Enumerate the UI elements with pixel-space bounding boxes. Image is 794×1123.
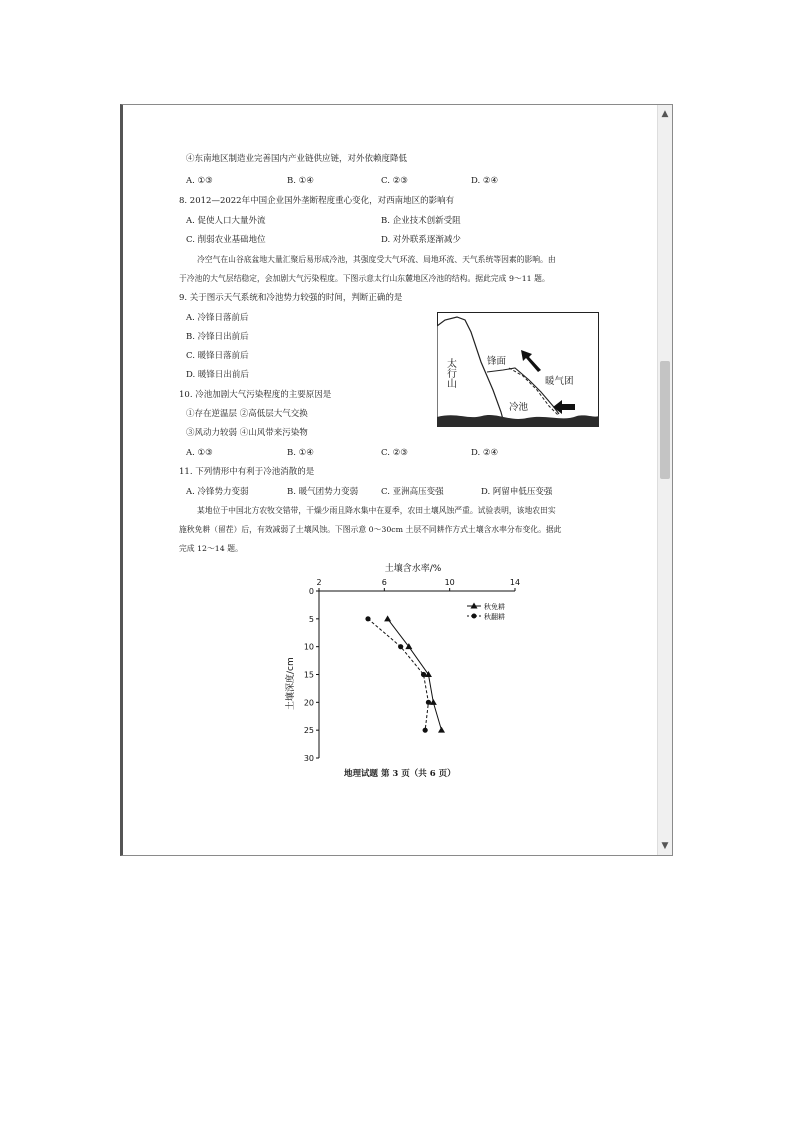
series-line-2 [368, 619, 428, 730]
q11-choice-b: B. 暖气团势力变弱 [287, 487, 359, 497]
q10-choice-d: D. ②④ [471, 448, 499, 458]
passage-2-line-1: 某地位于中国北方农牧交错带，干燥少雨且降水集中在夏季，农田土壤风蚀严重。试验表明，该地农田实 [197, 506, 556, 515]
q10-choice-a: A. ①③ [186, 448, 213, 458]
y-tick-label: 5 [308, 614, 314, 624]
q10-stem: 10. 冷池加剧大气污染程度的主要原因是 [179, 390, 332, 400]
warm-air-mass-label: 暖气团 [545, 376, 574, 387]
q8-choice-d: D. 对外联系逐渐减少 [381, 235, 461, 245]
q10-options-row-1: ①存在逆温层 ②高低层大气交换 [186, 409, 308, 419]
scrollbar-thumb[interactable] [660, 361, 670, 479]
mountain-label: 太行山 [444, 358, 456, 388]
legend-circle-marker [472, 614, 477, 619]
scroll-up-arrow-icon[interactable]: ▲ [661, 109, 669, 119]
q7-option-4: ④东南地区制造业完善国内产业链供应链，对外依赖度降低 [186, 154, 408, 164]
passage-1-line-2: 于冷池的大气层结稳定，会加剧大气污染程度。下图示意太行山东麓地区冷池的结构。据此完成 9～11 题。 [179, 274, 550, 283]
q7-choice-c: C. ②③ [381, 176, 408, 186]
y-tick-label: 20 [303, 698, 314, 708]
series-2-point [423, 728, 428, 733]
x-tick-label: 6 [381, 578, 387, 587]
series-2-point [398, 644, 403, 649]
passage-1-line-1: 冷空气在山谷底盆地大量汇聚后易形成冷池，其强度受大气环流、局地环流、天气系统等因素的影响。由 [197, 255, 556, 264]
y-tick-label: 0 [308, 587, 314, 596]
cold-pool-label: 冷池 [509, 402, 529, 413]
q10-choice-b: B. ①④ [287, 448, 314, 458]
q11-choice-a: A. 冷锋势力变弱 [186, 487, 249, 497]
series-1-point [438, 727, 445, 733]
document-viewer [120, 104, 673, 856]
legend-series-1: 秋免耕 [484, 603, 505, 611]
legend-series-2: 秋翻耕 [484, 613, 505, 621]
q11-choice-c: C. 亚洲高压变强 [381, 487, 444, 497]
q9-choice-d: D. 暖锋日出前后 [186, 370, 249, 380]
series-2-point [426, 700, 431, 705]
q8-choice-a: A. 促使人口大量外流 [186, 216, 266, 226]
q9-choice-a: A. 冷锋日落前后 [186, 313, 249, 323]
q7-choice-d: D. ②④ [471, 176, 499, 186]
chart-legend [467, 602, 505, 621]
passage-2-line-3: 完成 12～14 题。 [179, 544, 243, 553]
series-2-point [365, 616, 370, 621]
q10-options-row-2: ③风动力较弱 ④山风带来污染物 [186, 428, 308, 438]
x-tick-label: 14 [509, 578, 521, 587]
cold-pool-diagram [437, 312, 599, 427]
q7-choice-b: B. ①④ [287, 176, 314, 186]
q9-stem: 9. 关于图示天气系统和冷池势力较强的时间，判断正确的是 [179, 293, 403, 303]
document-page [123, 105, 660, 855]
scroll-down-arrow-icon[interactable]: ▼ [661, 841, 669, 851]
y-tick-label: 15 [303, 670, 314, 680]
q11-stem: 11. 下列情形中有利于冷池消散的是 [179, 467, 315, 477]
q9-choice-c: C. 暖锋日落前后 [186, 351, 249, 361]
x-tick-label: 2 [316, 578, 322, 587]
q8-choice-b: B. 企业技术创新受阻 [381, 216, 461, 226]
q11-choice-d: D. 阿留申低压变强 [481, 487, 553, 497]
q9-choice-b: B. 冷锋日出前后 [186, 332, 249, 342]
page-footer: 地理试题 第 3 页（共 6 页） [344, 769, 456, 779]
passage-2-line-2: 施秋免耕（留茬）后，有效减弱了土壤风蚀。下图示意 0～30cm 土层不同耕作方式土壤含水率分布变化。据此 [179, 525, 562, 534]
y-tick-label: 30 [303, 754, 314, 763]
series-1-point [384, 615, 391, 621]
q8-stem: 8. 2012—2022年中国企业国外垄断程度重心变化，对西南地区的影响有 [179, 196, 455, 206]
x-tick-label: 10 [444, 578, 455, 587]
chart-x-axis-title: 土壤含水率/% [384, 564, 442, 574]
q7-choice-a: A. ①③ [186, 176, 213, 186]
vertical-scrollbar[interactable] [657, 105, 672, 855]
front-label: 锋面 [487, 356, 507, 367]
q10-choice-c: C. ②③ [381, 448, 408, 458]
y-tick-label: 10 [303, 642, 314, 652]
series-line-1 [388, 619, 442, 730]
y-tick-label: 25 [303, 726, 314, 736]
q8-choice-c: C. 削弱农业基础地位 [186, 235, 266, 245]
soil-moisture-chart [283, 560, 543, 775]
chart-y-axis-title: 土壤深度/cm [286, 657, 296, 710]
series-2-point [421, 672, 426, 677]
